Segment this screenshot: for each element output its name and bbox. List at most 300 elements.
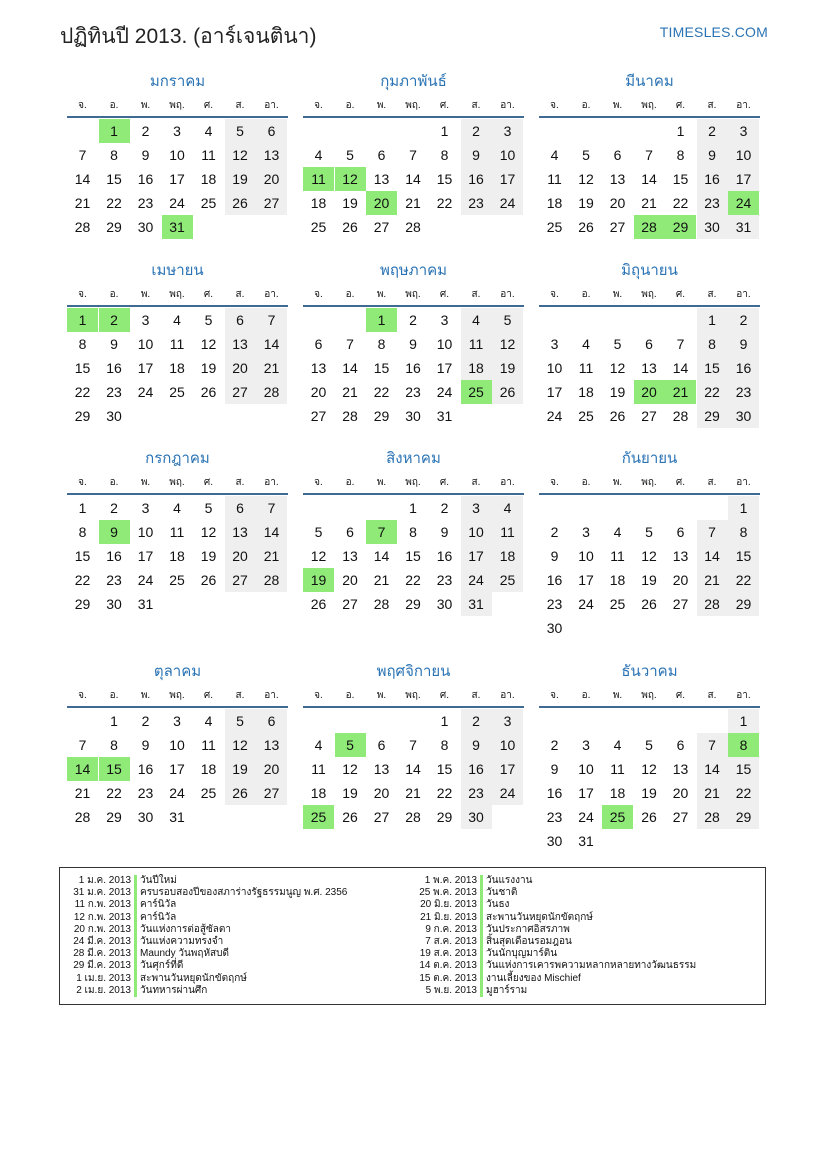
day-cell: 3 (582, 737, 590, 753)
day-cell: 9 (550, 548, 559, 564)
holiday-legend (59, 867, 766, 1005)
legend-color-marker (134, 973, 137, 985)
weekday-header: ศ. (675, 477, 686, 488)
day-cell: 16 (728, 356, 759, 380)
day-cell: 4 (492, 496, 523, 520)
day-cell: 23 (728, 380, 759, 404)
weekday-header: ส. (235, 690, 245, 701)
legend-color-marker (134, 899, 137, 911)
weekday-header: พ. (612, 477, 623, 488)
weekday-header: อ. (345, 690, 355, 701)
day-cell: 7 (346, 336, 354, 352)
day-cell: 8 (110, 147, 118, 163)
day-cell: 27 (225, 568, 256, 592)
weekday-header-row (67, 99, 288, 113)
day-cell: 18 (200, 761, 217, 777)
month-block (303, 262, 524, 452)
day-cell: 20 (609, 195, 626, 211)
month-name: มกราคม (149, 73, 206, 90)
weekday-header: ส. (235, 289, 245, 300)
day-cell: 4 (613, 524, 622, 540)
day-cell: 13 (256, 733, 287, 757)
day-cell: 30 (436, 596, 453, 612)
day-cell: 9 (141, 147, 150, 163)
day-cell: 2 (550, 737, 559, 753)
day-cell: 11 (461, 332, 492, 356)
day-cell: 17 (492, 167, 523, 191)
day-cell: 27 (672, 809, 689, 825)
weekday-header: อา. (500, 690, 515, 701)
day-cell: 24 (461, 568, 492, 592)
day-cell: 4 (204, 713, 213, 729)
day-cell: 28 (342, 408, 358, 424)
day-cell: 24 (578, 809, 594, 825)
holiday-day-cell: 20 (634, 380, 665, 404)
day-cell: 12 (342, 761, 358, 777)
legend-date: 21 มิ.ย. 2013 (420, 911, 477, 923)
day-cell: 10 (137, 336, 154, 352)
day-cell: 7 (697, 520, 728, 544)
day-cell: 31 (436, 408, 453, 424)
day-cell: 13 (256, 143, 287, 167)
legend-color-marker (134, 875, 137, 887)
weekday-header: อา. (264, 477, 279, 488)
holiday-day-cell: 20 (366, 191, 397, 215)
weekday-header: อ. (581, 690, 591, 701)
day-cell: 24 (578, 596, 594, 612)
weekday-header: ส. (471, 690, 481, 701)
day-cell: 30 (728, 404, 759, 428)
holiday-day-cell: 25 (602, 805, 633, 829)
weekday-header: อา. (264, 100, 279, 111)
legend-date: 31 ม.ค. 2013 (73, 887, 131, 899)
day-cell: 10 (578, 761, 594, 777)
day-cell: 23 (436, 572, 453, 588)
day-cell: 19 (225, 757, 256, 781)
day-cell: 16 (137, 171, 154, 187)
day-cell: 8 (377, 336, 386, 352)
weekday-header: พฤ. (169, 100, 185, 111)
day-cell: 12 (609, 360, 626, 376)
weekday-header: จ. (314, 690, 323, 701)
weekday-header: อา. (264, 690, 279, 701)
weekday-header-row (539, 689, 760, 703)
day-cell: 5 (204, 312, 213, 328)
day-cell: 29 (373, 408, 390, 424)
weekday-header: อ. (581, 289, 591, 300)
day-cell: 12 (492, 332, 523, 356)
day-cell: 9 (461, 143, 492, 167)
day-cell: 21 (641, 195, 657, 211)
day-cell: 13 (310, 360, 327, 376)
legend-holiday-name: วันธง (486, 899, 510, 911)
day-cell: 26 (225, 781, 256, 805)
holiday-day-cell: 1 (67, 308, 98, 332)
day-cell: 23 (546, 596, 563, 612)
weekday-header: พฤ. (641, 477, 657, 488)
day-cell: 9 (550, 761, 559, 777)
legend-color-marker (480, 875, 483, 887)
weekday-header: ส. (471, 289, 481, 300)
day-cell: 2 (110, 500, 118, 516)
day-cell: 27 (256, 191, 287, 215)
day-cell: 14 (641, 171, 657, 187)
legend-holiday-name: งานเลี้ยงของ Mischief (486, 972, 581, 984)
month-divider (67, 305, 288, 307)
weekday-header: พ. (140, 690, 151, 701)
day-cell: 2 (409, 312, 417, 328)
legend-holiday-name: สะพานวันหยุดนักขัตฤกษ์ (140, 972, 247, 984)
month-name: กรกฎาคม (145, 450, 210, 467)
day-cell: 28 (405, 219, 421, 235)
month-block (67, 262, 288, 452)
day-cell: 13 (373, 761, 390, 777)
day-cell: 20 (373, 785, 390, 801)
day-cell: 2 (141, 713, 150, 729)
day-cell: 21 (697, 781, 728, 805)
day-cell: 29 (74, 408, 91, 424)
day-cell: 5 (204, 500, 213, 516)
day-cell: 29 (728, 805, 759, 829)
day-cell: 13 (641, 360, 657, 376)
day-cell: 14 (405, 761, 421, 777)
day-cell: 28 (373, 596, 390, 612)
day-cell: 19 (225, 167, 256, 191)
day-cell: 21 (74, 785, 91, 801)
day-cell: 13 (609, 171, 626, 187)
day-cell: 5 (346, 147, 354, 163)
month-divider (539, 493, 760, 495)
day-cell: 17 (137, 548, 154, 564)
weekday-header-row (303, 99, 524, 113)
legend-holiday-name: Maundy วันพฤหัสบดี (140, 948, 229, 960)
weekday-header: ส. (707, 690, 717, 701)
day-cell: 7 (645, 147, 653, 163)
weekday-header-row (67, 476, 288, 490)
day-cell: 10 (436, 336, 453, 352)
day-cell: 21 (256, 356, 287, 380)
day-cell: 14 (697, 544, 728, 568)
day-cell: 15 (74, 360, 91, 376)
month-name: ธันวาคม (621, 663, 678, 680)
legend-holiday-name: วันศุกร์ที่ดี (140, 960, 184, 972)
day-cell: 18 (310, 195, 327, 211)
legend-date: 1 พ.ค. 2013 (424, 875, 477, 886)
legend-date: 1 เม.ย. 2013 (76, 972, 131, 984)
weekday-header: พ. (612, 690, 623, 701)
day-cell: 4 (613, 737, 622, 753)
legend-holiday-name: สิ้นสุดเดือนรอมฎอน (486, 935, 572, 947)
day-cell: 16 (697, 167, 728, 191)
day-cell: 21 (342, 384, 358, 400)
day-cell: 10 (492, 733, 523, 757)
day-cell: 31 (578, 833, 594, 849)
weekday-header: อา. (736, 477, 751, 488)
month-name: สิงหาคม (386, 450, 441, 467)
day-cell: 27 (342, 596, 358, 612)
holiday-day-cell: 9 (99, 520, 130, 544)
month-name: เมษายน (151, 262, 204, 279)
legend-date: 28 มี.ค. 2013 (73, 948, 131, 960)
day-cell: 29 (74, 596, 91, 612)
day-cell: 2 (728, 308, 759, 332)
day-cell: 4 (550, 147, 559, 163)
legend-color-marker (480, 973, 483, 985)
day-cell: 4 (173, 312, 181, 328)
legend-holiday-name: วันนักบุญมาร์ติน (486, 948, 558, 960)
day-cell: 11 (169, 336, 185, 352)
day-cell: 14 (342, 360, 358, 376)
day-cell: 19 (200, 548, 217, 564)
weekday-header: ส. (707, 100, 717, 111)
day-cell: 4 (314, 147, 323, 163)
day-cell: 1 (440, 713, 449, 729)
day-cell: 16 (546, 572, 563, 588)
weekday-header: ศ. (439, 690, 450, 701)
weekday-header: ศ. (203, 477, 214, 488)
day-cell: 25 (546, 219, 563, 235)
day-cell: 23 (461, 781, 492, 805)
weekday-header: ส. (235, 477, 245, 488)
month-divider (303, 706, 524, 708)
weekday-header: อา. (500, 477, 515, 488)
weekday-header: ศ. (675, 100, 686, 111)
legend-holiday-name: วันปีใหม่ (140, 875, 177, 886)
day-cell: 14 (74, 171, 91, 187)
day-cell: 21 (405, 785, 421, 801)
day-cell: 9 (110, 336, 118, 352)
weekday-header: อ. (109, 289, 119, 300)
day-cell: 31 (728, 215, 759, 239)
day-cell: 30 (137, 809, 154, 825)
weekday-header: พ. (612, 100, 623, 111)
day-cell: 15 (74, 548, 91, 564)
month-block (539, 262, 760, 452)
weekday-header: จ. (550, 477, 559, 488)
month-divider (539, 116, 760, 118)
holiday-day-cell: 29 (665, 215, 696, 239)
day-cell: 15 (697, 356, 728, 380)
holiday-day-cell: 31 (162, 215, 193, 239)
legend-holiday-name: วันชาติ (486, 887, 518, 899)
day-cell: 9 (141, 737, 150, 753)
day-cell: 16 (461, 167, 492, 191)
holiday-day-cell: 1 (99, 119, 130, 143)
weekday-header: อา. (736, 690, 751, 701)
day-cell: 26 (609, 408, 626, 424)
holiday-day-cell: 14 (67, 757, 98, 781)
holiday-day-cell: 2 (99, 308, 130, 332)
weekday-header: จ. (550, 289, 559, 300)
day-cell: 27 (609, 219, 626, 235)
weekday-header: พฤ. (641, 289, 657, 300)
day-cell: 19 (641, 785, 657, 801)
day-cell: 11 (201, 147, 216, 163)
day-cell: 4 (461, 308, 492, 332)
legend-date: 12 ก.พ. 2013 (73, 911, 131, 923)
day-cell: 18 (461, 356, 492, 380)
legend-color-marker (134, 924, 137, 936)
day-cell: 13 (672, 548, 689, 564)
day-cell: 20 (672, 572, 689, 588)
day-cell: 5 (314, 524, 323, 540)
day-cell: 5 (613, 336, 622, 352)
day-cell: 10 (169, 147, 185, 163)
day-cell: 16 (436, 548, 453, 564)
day-cell: 20 (672, 785, 689, 801)
day-cell: 5 (225, 709, 256, 733)
day-cell: 13 (225, 520, 256, 544)
day-cell: 14 (256, 332, 287, 356)
weekday-header: จ. (78, 477, 87, 488)
day-cell: 29 (436, 809, 453, 825)
day-cell: 26 (310, 596, 327, 612)
day-cell: 24 (492, 191, 523, 215)
month-name: มิถุนายน (621, 262, 678, 279)
day-cell: 1 (110, 713, 118, 729)
day-cell: 8 (78, 524, 87, 540)
legend-holiday-name: สะพานวันหยุดนักขัตฤกษ์ (486, 911, 593, 923)
legend-color-marker (480, 985, 483, 997)
weekday-header: อ. (581, 477, 591, 488)
weekday-header: พ. (376, 477, 387, 488)
month-divider (67, 493, 288, 495)
holiday-day-cell: 12 (335, 167, 366, 191)
month-block (67, 73, 288, 263)
day-cell: 31 (137, 596, 154, 612)
day-cell: 26 (200, 384, 217, 400)
day-cell: 21 (405, 195, 421, 211)
weekday-header-row (539, 476, 760, 490)
day-cell: 31 (461, 592, 492, 616)
weekday-header: จ. (550, 100, 559, 111)
legend-color-marker (480, 912, 483, 924)
day-cell: 21 (74, 195, 91, 211)
holiday-day-cell: 1 (366, 308, 397, 332)
day-cell: 6 (314, 336, 323, 352)
legend-color-marker (480, 924, 483, 936)
day-cell: 8 (440, 737, 449, 753)
weekday-header: จ. (78, 690, 87, 701)
holiday-day-cell: 25 (461, 380, 492, 404)
day-cell: 10 (546, 360, 563, 376)
day-cell: 27 (641, 408, 657, 424)
day-cell: 24 (492, 781, 523, 805)
weekday-header: ศ. (675, 690, 686, 701)
day-cell: 24 (546, 408, 563, 424)
weekday-header: อ. (109, 690, 119, 701)
legend-date: 15 ต.ค. 2013 (419, 972, 477, 984)
day-cell: 16 (461, 757, 492, 781)
weekday-header: อา. (500, 100, 515, 111)
day-cell: 20 (256, 167, 287, 191)
day-cell: 19 (200, 360, 217, 376)
month-name: พฤษภาคม (379, 262, 448, 279)
page-title: ปฏิทินปี 2013. (อาร์เจนตินา) (60, 25, 317, 48)
day-cell: 29 (405, 596, 421, 612)
legend-holiday-name: วันประกาศอิสรภาพ (486, 923, 570, 935)
day-cell: 17 (436, 360, 453, 376)
day-cell: 25 (200, 785, 217, 801)
day-cell: 8 (728, 520, 759, 544)
day-cell: 20 (310, 384, 327, 400)
weekday-header: พฤ. (405, 289, 421, 300)
day-cell: 19 (492, 356, 523, 380)
day-cell: 11 (610, 761, 625, 777)
weekday-header: ส. (471, 477, 481, 488)
day-cell: 23 (137, 785, 154, 801)
day-cell: 12 (310, 548, 327, 564)
day-cell: 30 (106, 408, 122, 424)
weekday-header: จ. (314, 100, 323, 111)
weekday-header: พ. (376, 100, 387, 111)
day-cell: 12 (225, 733, 256, 757)
weekday-header: อา. (736, 100, 751, 111)
day-cell: 28 (697, 805, 728, 829)
weekday-header: ส. (235, 100, 245, 111)
day-cell: 17 (169, 761, 185, 777)
day-cell: 22 (436, 785, 453, 801)
day-cell: 23 (405, 384, 421, 400)
day-cell: 8 (409, 524, 417, 540)
day-cell: 12 (641, 761, 657, 777)
weekday-header: ศ. (439, 100, 450, 111)
day-cell: 8 (78, 336, 87, 352)
day-cell: 17 (137, 360, 154, 376)
month-block (67, 663, 288, 853)
day-cell: 13 (342, 548, 358, 564)
day-cell: 26 (641, 596, 657, 612)
day-cell: 17 (578, 785, 594, 801)
day-cell: 18 (492, 544, 523, 568)
day-cell: 22 (74, 572, 91, 588)
legend-date: 11 ก.พ. 2013 (74, 899, 131, 911)
weekday-header: ศ. (439, 289, 450, 300)
day-cell: 9 (440, 524, 449, 540)
brand-link[interactable]: TIMESLES.COM (659, 24, 768, 40)
day-cell: 11 (578, 360, 594, 376)
legend-date: 24 มี.ค. 2013 (73, 935, 131, 947)
month-divider (303, 116, 524, 118)
day-cell: 7 (78, 147, 87, 163)
day-cell: 22 (672, 195, 689, 211)
day-cell: 25 (310, 219, 327, 235)
day-cell: 12 (200, 336, 217, 352)
day-cell: 18 (200, 171, 217, 187)
weekday-header-row (539, 99, 760, 113)
day-cell: 6 (613, 147, 622, 163)
holiday-day-cell: 7 (366, 520, 397, 544)
day-cell: 3 (141, 312, 150, 328)
day-cell: 6 (377, 147, 386, 163)
day-cell: 4 (314, 737, 323, 753)
day-cell: 19 (342, 195, 358, 211)
day-cell: 11 (547, 171, 562, 187)
day-cell: 24 (169, 195, 185, 211)
weekday-header-row (67, 689, 288, 703)
day-cell: 18 (609, 785, 626, 801)
weekday-header: อ. (109, 477, 119, 488)
day-cell: 15 (672, 171, 689, 187)
month-name: กุมภาพันธ์ (380, 73, 447, 90)
day-cell: 14 (672, 360, 689, 376)
month-name: มีนาคม (625, 73, 674, 90)
holiday-day-cell: 19 (303, 568, 334, 592)
day-cell: 22 (728, 781, 759, 805)
day-cell: 3 (582, 524, 590, 540)
legend-date: 9 ก.ค. 2013 (425, 923, 477, 935)
day-cell: 18 (578, 384, 594, 400)
